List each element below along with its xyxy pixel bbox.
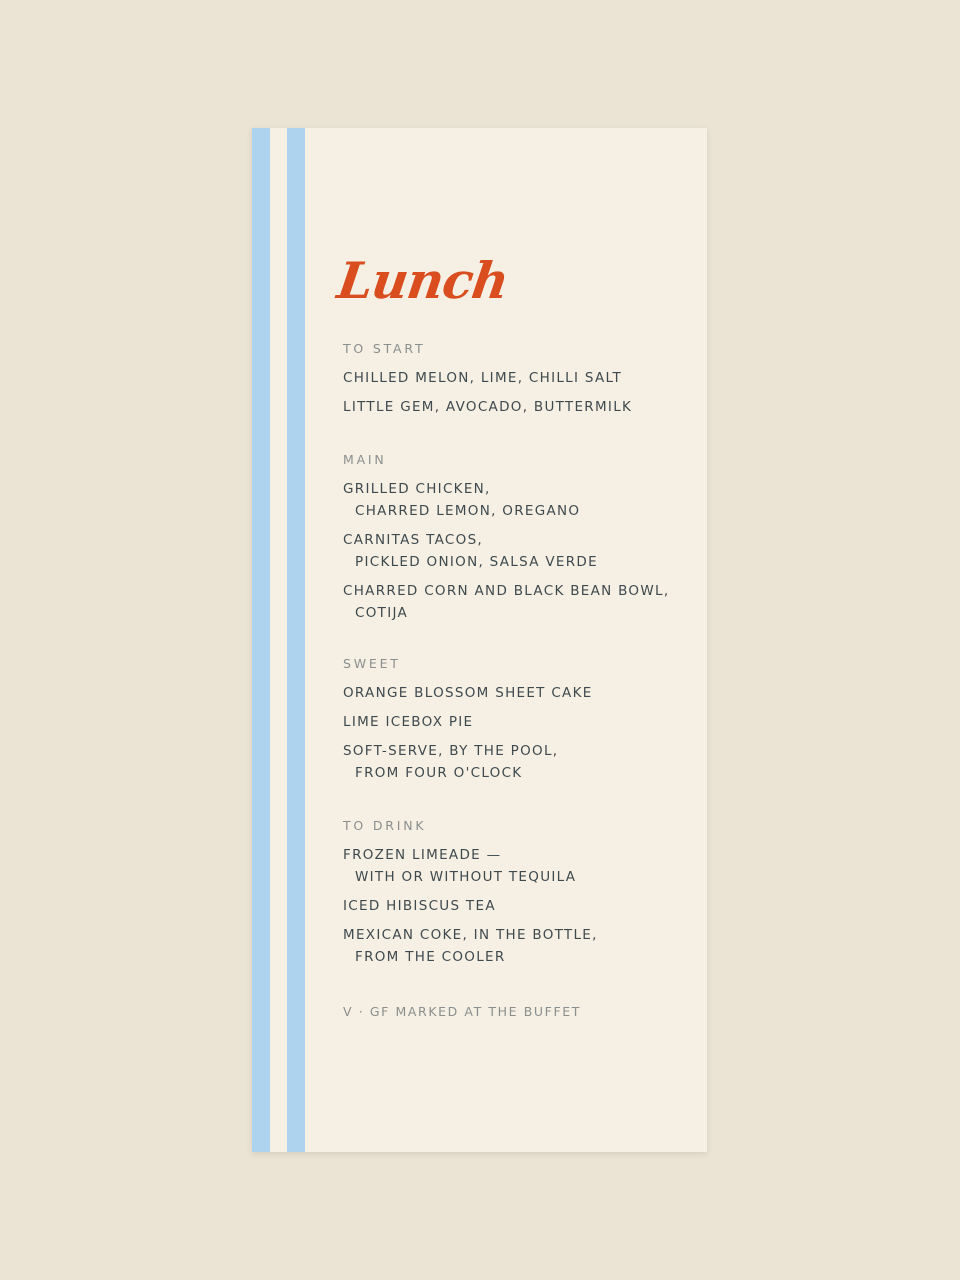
section-heading: MAIN <box>343 452 387 467</box>
menu-item <box>343 895 687 917</box>
menu-card <box>252 128 707 1152</box>
menu-item-line2: CHARRED LEMON, OREGANO <box>355 503 581 519</box>
menu-item-line1: CARNITAS TACOS, <box>343 532 484 548</box>
menu-item <box>343 580 687 624</box>
menu-item <box>343 367 687 389</box>
section-heading: SWEET <box>343 656 401 671</box>
section-to-start <box>343 341 687 425</box>
menu-item-line1: LIME ICEBOX PIE <box>343 714 474 730</box>
section-sweet <box>343 656 687 791</box>
menu-item <box>343 711 687 733</box>
menu-item-line2: WITH OR WITHOUT TEQUILA <box>355 869 577 885</box>
menu-item-line2: FROM THE COOLER <box>355 949 506 965</box>
menu-item <box>343 478 687 522</box>
menu-item-line1: ICED HIBISCUS TEA <box>343 898 496 914</box>
menu-title: Lunch <box>333 251 512 310</box>
menu-item <box>343 924 687 968</box>
menu-item-line1: SOFT-SERVE, BY THE POOL, <box>343 743 559 759</box>
section-main <box>343 452 687 631</box>
menu-item-line2: PICKLED ONION, SALSA VERDE <box>355 554 598 570</box>
menu-item-line2: COTIJA <box>355 605 409 621</box>
menu-item <box>343 529 687 573</box>
menu-item <box>343 396 687 418</box>
menu-item-line1: LITTLE GEM, AVOCADO, BUTTERMILK <box>343 399 633 415</box>
dietary-note: V · GF MARKED AT THE BUFFET <box>343 1004 581 1019</box>
menu-item-line1: FROZEN LIMEADE — <box>343 847 502 863</box>
blue-stripe-right <box>287 128 305 1152</box>
menu-item <box>343 740 687 784</box>
section-heading: TO DRINK <box>343 818 427 833</box>
menu-item-line1: CHILLED MELON, LIME, CHILLI SALT <box>343 370 623 386</box>
menu-item-line1: CHARRED CORN AND BLACK BEAN BOWL, <box>343 583 670 599</box>
blue-stripe-left <box>252 128 270 1152</box>
menu-item-line1: MEXICAN COKE, IN THE BOTTLE, <box>343 927 598 943</box>
menu-item <box>343 682 687 704</box>
menu-item-line1: ORANGE BLOSSOM SHEET CAKE <box>343 685 593 701</box>
section-heading: TO START <box>343 341 426 356</box>
menu-item <box>343 844 687 888</box>
section-to-drink <box>343 818 687 975</box>
menu-item-line1: GRILLED CHICKEN, <box>343 481 491 497</box>
menu-item-line2: FROM FOUR O'CLOCK <box>355 765 523 781</box>
